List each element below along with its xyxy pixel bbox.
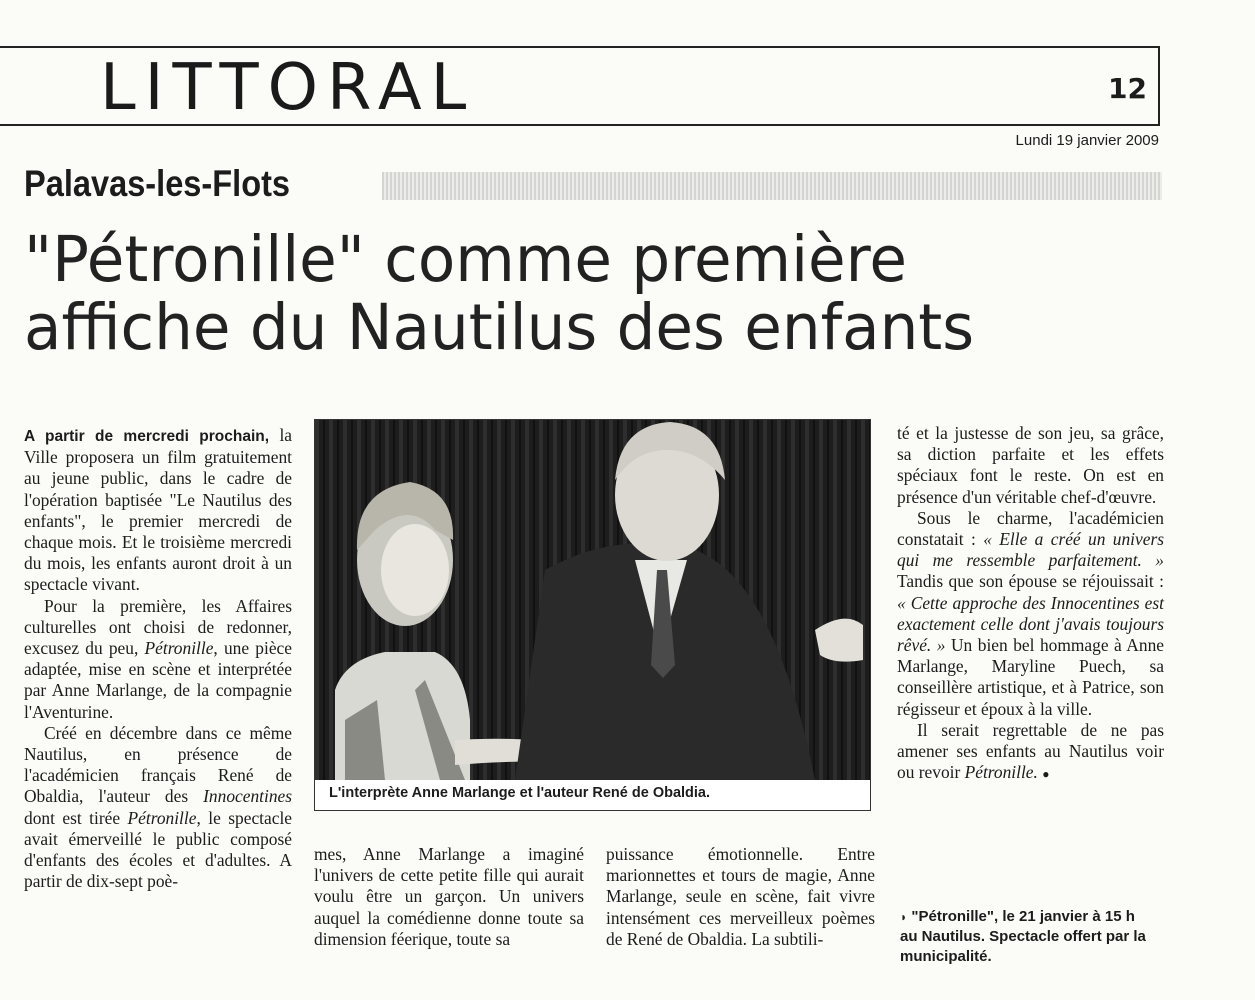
body-text: Un bien bel hommage à Anne Marlange, Maryline Puech, sa conseillère artistique, et à Patrice, son régisseur et époux à la ville. [897,635,1164,719]
article-column-3 [606,844,875,950]
location-kicker: Palavas-les-Flots [24,163,291,204]
body-text: Tandis que son épouse se réjouissait : [897,571,1164,592]
page-number: 12 [1108,72,1147,105]
paragraph: mes, Anne Marlange a imaginé l'univers de cette petite fille qui aurait voulu être un garçon. Un univers auquel la comédienne donne toute sa dimension féerique, toute sa [314,844,584,949]
lead-in: A partir de mercredi prochain, [24,428,270,445]
title-italic: Innocentines [203,786,292,807]
body-text: Pour la première, les Affaires culturelles ont choisi de redonner, excusez du peu, [24,595,292,659]
paragraph [24,425,292,596]
title-italic: Pétronille. [964,762,1038,783]
photo-caption: L'interprète Anne Marlange et l'auteur René de Obaldia. [329,785,711,801]
section-title: LITTORAL [100,51,476,125]
paragraph [24,723,292,893]
paragraph [897,508,1164,720]
paragraph [897,720,1164,786]
article-column-4 [897,423,1164,785]
body-text: Créé en décembre dans ce même Nautilus, en présence de l'académicien français René de Obaldia, l'auteur des [24,722,292,807]
headline-line-2: affiche du Nautilus des enfants [24,291,975,364]
headline-line-1: "Pétronille" comme première [24,223,908,296]
body-text: Il serait regrettable de ne pas amener ses enfants au Nautilus voir ou revoir [897,719,1164,783]
paragraph [24,596,292,723]
article-column-1 [24,425,292,892]
body-text: , une pièce adaptée, mise en scène et interprétée par Anne Marlange, de la compagnie l'Aventurine. [24,638,292,722]
end-mark-icon: ● [1042,767,1050,782]
quote-italic: « Elle a créé un univers qui me ressemble parfaitement. » [897,529,1164,571]
bullet-icon: ◗ [900,910,908,924]
body-text: dont est tirée [24,807,128,828]
paragraph: té et la justesse de son jeu, sa grâce, sa diction parfaite et les effets spéciaux font le reste. On est en présence d'un véritable chef-d'œuvre. [897,423,1164,507]
article-column-2 [314,844,584,950]
paragraph: puissance émotionnelle. Entre marionnettes et tours de magie, Anne Marlange, seule en scène, fait vivre intensément ces merveilleux poèmes de René de Obaldia. La subtili- [606,844,875,949]
article-headline [24,223,1110,364]
title-italic: Pétronille [127,807,197,828]
body-text: la Ville proposera un film gratuitement au jeune public, dans le cadre de l'opération baptisée "Le Nautilus des enfants", le premier mercredi de chaque mois. Et le troisième mercredi du mois, les enfants auront droit à un spectacle vivant. [24,425,292,595]
title-italic: Pétronille [144,638,214,659]
event-info-text: "Pétronille", le 21 janvier à 15 h au Nautilus. Spectacle offert par la municipalité. [900,908,1146,965]
kicker-rule [382,172,1162,200]
body-text: , le spectacle avait émerveillé le public composé d'enfants des écoles et d'adultes. A partir de dix-sept poè- [24,807,292,892]
body-text: Sous le charme, l'académicien constatait : [897,507,1164,550]
photo-image [315,420,870,810]
publication-date: Lundi 19 janvier 2009 [1015,132,1159,149]
event-info [900,907,1156,967]
article-photo [314,419,871,811]
quote-italic: « Cette approche des Innocentines est exactement celle dont j'avais toujours rêvé. » [897,592,1164,656]
